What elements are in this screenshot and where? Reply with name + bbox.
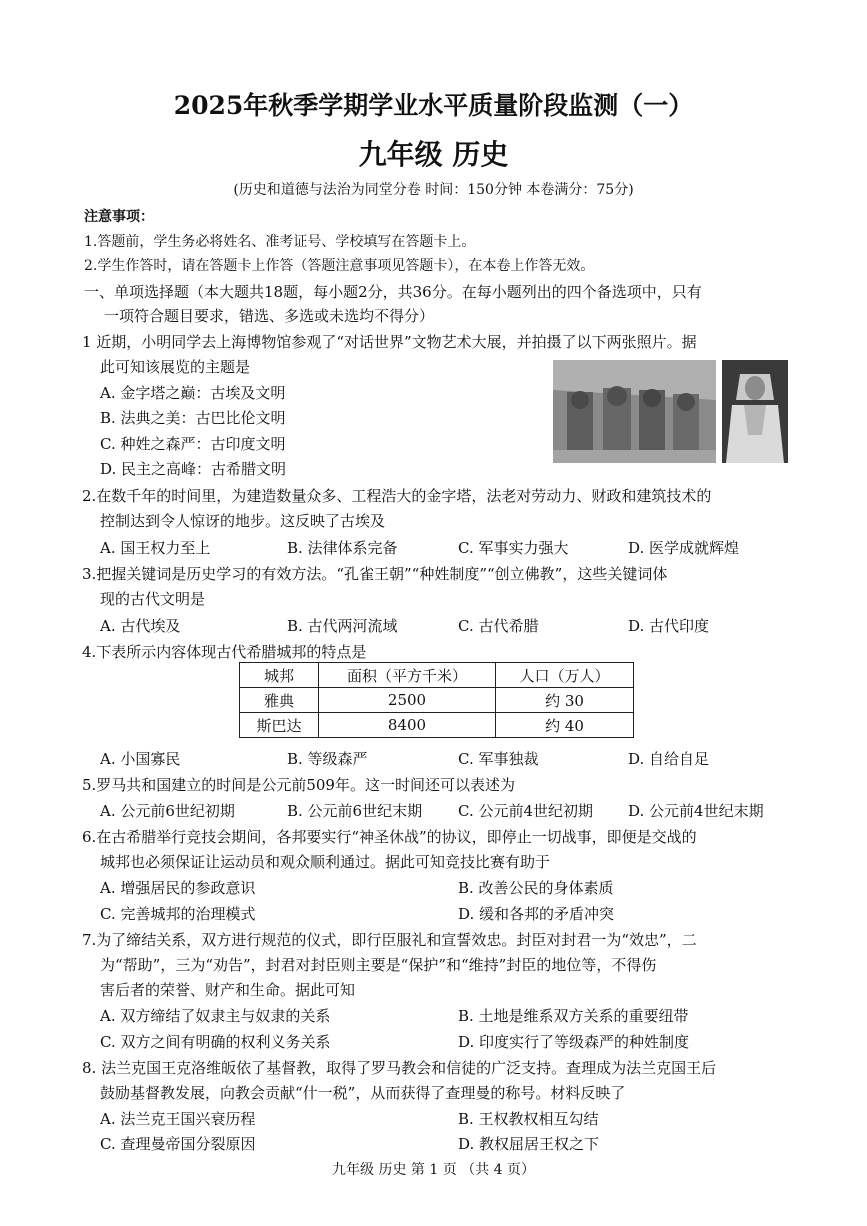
exam-subject: 九年级 历史 — [358, 138, 509, 171]
page-footer: 九年级 历史 第 1 页 （共 4 页） — [332, 1162, 535, 1178]
exam-title: 2025年秋季学期学业水平质量阶段监测（一） — [173, 91, 694, 120]
q2-option-b: B. 法律体系完备 — [287, 539, 398, 557]
pharaoh-statue-photo — [722, 360, 788, 463]
q2-stem: 2.在数千年的时间里，为建造数量众多、工程浩大的金字塔，法老对劳动力、财政和建筑技术的 — [82, 487, 712, 505]
q1-option-c: C. 种姓之森严：古印度文明 — [100, 435, 286, 453]
city-state-table — [239, 662, 634, 738]
table-cell: 约 40 — [496, 713, 634, 738]
table-cell: 雅典 — [240, 688, 319, 713]
temple-photo — [553, 360, 716, 463]
q3-option-d: D. 古代印度 — [628, 617, 710, 635]
q7-option-b: B. 土地是维系双方关系的重要纽带 — [458, 1007, 689, 1025]
q5-option-c: C. 公元前4世纪初期 — [458, 802, 594, 820]
table-row — [240, 713, 634, 738]
section-heading-cont: 一项符合题目要求，错选、多选或未选均不得分） — [104, 307, 435, 325]
table-cell: 斯巴达 — [240, 713, 319, 738]
table-header: 面积（平方千米） — [319, 663, 496, 688]
q8-stem: 8. 法兰克国王克洛维皈依了基督教，取得了罗马教会和信徒的广泛支持。查理成为法兰克国王后 — [82, 1059, 717, 1077]
q1-stem: 1 近期，小明同学去上海博物馆参观了“对话世界”文物艺术大展，并拍摄了以下两张照片。据 — [82, 333, 697, 351]
q8-option-c: C. 查理曼帝国分裂原因 — [100, 1135, 256, 1153]
q7-option-a: A. 双方缔结了奴隶主与奴隶的关系 — [100, 1007, 331, 1025]
notice-item-1: 1.答题前，学生务必将姓名、准考证号、学校填写在答题卡上。 — [84, 234, 476, 250]
q5-option-a: A. 公元前6世纪初期 — [100, 802, 235, 820]
q2-option-d: D. 医学成就辉煌 — [628, 539, 740, 557]
q6-option-d: D. 缓和各邦的矛盾冲突 — [458, 905, 615, 923]
q8-option-b: B. 王权教权相互勾结 — [458, 1110, 599, 1128]
q8-option-a: A. 法兰克王国兴衰历程 — [100, 1110, 256, 1128]
q4-option-b: B. 等级森严 — [287, 750, 368, 768]
q4-stem: 4.下表所示内容体现古代希腊城邦的特点是 — [82, 643, 367, 661]
table-header: 城邦 — [240, 663, 319, 688]
q1-option-d: D. 民主之高峰：古希腊文明 — [100, 460, 287, 478]
q4-option-d: D. 自给自足 — [628, 750, 710, 768]
table-header: 人口（万人） — [496, 663, 634, 688]
q2-stem-cont: 控制达到令人惊讶的地步。这反映了古埃及 — [100, 512, 386, 530]
section-heading: 一、单项选择题（本大题共18题，每小题2分，共36分。在每小题列出的四个备选项中，只有 — [84, 283, 702, 301]
q7-option-d: D. 印度实行了等级森严的种姓制度 — [458, 1033, 690, 1051]
q7-option-c: C. 双方之间有明确的权利义务关系 — [100, 1033, 331, 1051]
q5-option-d: D. 公元前4世纪末期 — [628, 802, 764, 820]
q3-option-b: B. 古代两河流域 — [287, 617, 398, 635]
q5-stem: 5.罗马共和国建立的时间是公元前509年。这一时间还可以表述为 — [82, 776, 515, 794]
q7-stem-cont2: 害后者的荣誉、财产和生命。据此可知 — [100, 981, 356, 999]
q7-stem: 7.为了缔结关系，双方进行规范的仪式，即行臣服礼和宣誓效忠。封臣对封君一为“效忠”，二 — [82, 931, 697, 949]
q1-option-a: A. 金字塔之巅：古埃及文明 — [100, 384, 286, 402]
q5-option-b: B. 公元前6世纪末期 — [287, 802, 423, 820]
q6-option-a: A. 增强居民的参政意识 — [100, 879, 256, 897]
table-cell: 约 30 — [496, 688, 634, 713]
table-header-row — [240, 663, 634, 688]
table-cell: 2500 — [319, 688, 496, 713]
table-row — [240, 688, 634, 713]
q1-stem-cont: 此可知该展览的主题是 — [100, 358, 251, 376]
q4-option-c: C. 军事独裁 — [458, 750, 539, 768]
q6-stem: 6.在古希腊举行竞技会期间，各邦要实行“神圣休战”的协议，即停止一切战事，即便是交战的 — [82, 828, 697, 846]
q1-option-b: B. 法典之美：古巴比伦文明 — [100, 409, 286, 427]
q2-option-a: A. 国王权力至上 — [100, 539, 211, 557]
q4-option-a: A. 小国寡民 — [100, 750, 181, 768]
notice-item-2: 2.学生作答时，请在答题卡上作答（答题注意事项见答题卡），在本卷上作答无效。 — [84, 258, 595, 274]
q7-stem-cont: 为“帮助”，三为“劝告”，封君对封臣则主要是“保护”和“维持”封臣的地位等，不得伤 — [100, 956, 657, 974]
notice-heading: 注意事项： — [84, 209, 154, 225]
q6-stem-cont: 城邦也必须保证让运动员和观众顺利通过。据此可知竞技比赛有助于 — [100, 853, 551, 871]
q3-option-c: C. 古代希腊 — [458, 617, 539, 635]
q8-stem-cont: 鼓励基督教发展，向教会贡献“什一税”，从而获得了查理曼的称号。材料反映了 — [100, 1084, 626, 1102]
q8-option-d: D. 教权屈居王权之下 — [458, 1135, 600, 1153]
q3-stem: 3.把握关键词是历史学习的有效方法。“孔雀王朝”“种姓制度”“创立佛教”，这些关键词体 — [82, 565, 668, 583]
q6-option-c: C. 完善城邦的治理模式 — [100, 905, 256, 923]
q2-option-c: C. 军事实力强大 — [458, 539, 569, 557]
q6-option-b: B. 改善公民的身体素质 — [458, 879, 614, 897]
q3-stem-cont: 现的古代文明是 — [100, 590, 206, 608]
table-cell: 8400 — [319, 713, 496, 738]
q3-option-a: A. 古代埃及 — [100, 617, 181, 635]
exam-subtitle: (历史和道德与法治为同堂分卷 时间：150分钟 本卷满分：75分) — [233, 182, 634, 198]
